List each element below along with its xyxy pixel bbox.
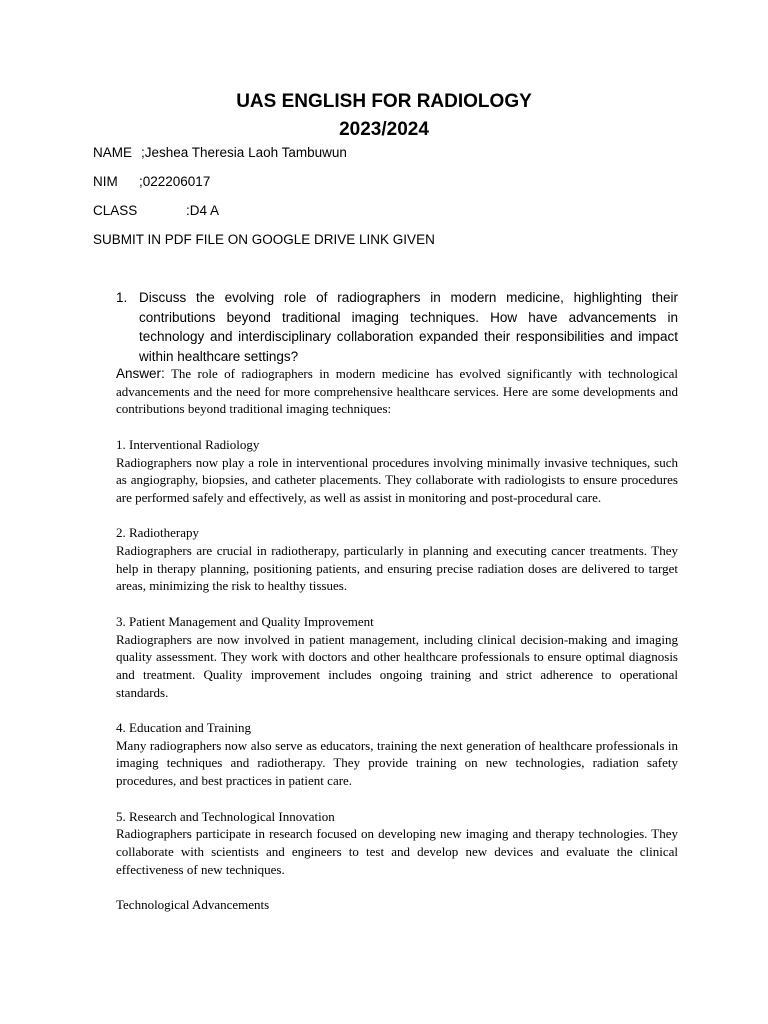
document-year: 2023/2024: [339, 119, 429, 140]
answer-intro-paragraph: [116, 365, 678, 418]
answer-label: Answer:: [116, 366, 165, 381]
class-field: [93, 202, 219, 220]
section-body: Radiographers are crucial in radiotherapy, particularly in planning and executing cancer treatments. They help in therapy planning, positioning patients, and ensuring precise radiation doses are delivered to target areas, minimizing the risk to healthy tissues.: [116, 543, 678, 594]
nim-label: NIM: [93, 174, 118, 189]
nim-value: ;022206017: [139, 174, 211, 189]
document-title: UAS ENGLISH FOR RADIOLOGY: [236, 91, 532, 112]
section-heading: 4. Education and Training: [116, 720, 252, 735]
class-value: :D4 A: [186, 203, 220, 218]
section-body: Radiographers are now involved in patient management, including clinical decision-making and imaging quality assessment. They work with doctors and other healthcare professionals to ensure optimal diagnosis and treatment. Quality improvement includes ongoing training and strict adherence to operational standards.: [116, 631, 678, 700]
nim-field: [93, 173, 210, 191]
question-item: [116, 288, 678, 366]
section-heading: 1. Interventional Radiology: [116, 436, 260, 452]
name-value: ;Jeshea Theresia Laoh Tambuwun: [141, 145, 347, 160]
section-heading: 2. Radiotherapy: [116, 525, 200, 541]
closing-heading: Technological Advancements: [116, 897, 270, 912]
section-heading: 5. Research and Technological Innovation: [116, 808, 335, 824]
name-field: [93, 144, 347, 162]
section-heading: 3. Patient Management and Quality Improvement: [116, 613, 374, 629]
section-body: Radiographers now play a role in interventional procedures involving minimally invasive techniques, such as angiography, biopsies, and catheter placements. They collaborate with radiologists to ensure procedures are performed safely and effectively, as well as assist in monitoring and post-procedural care.: [116, 454, 678, 505]
answer-intro: The role of radiographers in modern medicine has evolved significantly with technological advancements and the need for more comprehensive healthcare services. Here are some developments and contributions beyond traditional imaging techniques:: [116, 366, 679, 417]
submit-note: SUBMIT IN PDF FILE ON GOOGLE DRIVE LINK GIVEN: [93, 232, 435, 247]
section-body: Many radiographers now also serve as educators, training the next generation of healthcare professionals in imaging techniques and radiotherapy. They provide training on new technologies, radiation safety procedures, and best practices in patient care.: [116, 737, 678, 789]
section-body: Radiographers participate in research focused on developing new imaging and therapy technologies. They collaborate with scientists and engineers to test and develop new devices and evaluate the clinical effectiveness of new techniques.: [116, 826, 678, 877]
class-label: CLASS: [93, 203, 138, 218]
answer-block: [116, 365, 678, 914]
name-label: NAME: [93, 145, 133, 160]
question-text: Discuss the evolving role of radiographers in modern medicine, highlighting their contributions beyond traditional imaging techniques. How have advancements in technology and interdisciplinary collaboration expanded their responsibilities and impact within healthcare settings?: [139, 290, 678, 364]
question-number: 1.: [116, 290, 128, 305]
